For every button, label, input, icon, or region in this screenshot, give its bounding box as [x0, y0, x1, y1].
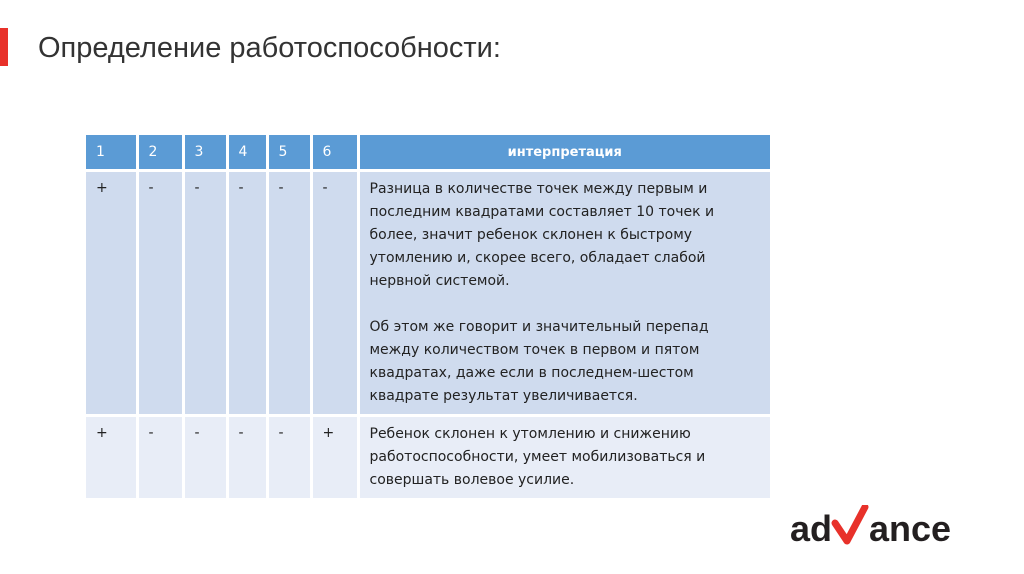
- column-header: 5: [267, 135, 311, 171]
- logo-text-end: ance: [869, 508, 952, 549]
- advance-logo: [790, 505, 990, 557]
- table-cell: -: [137, 416, 183, 500]
- column-header: 2: [137, 135, 183, 171]
- table-header-row: [86, 135, 770, 171]
- table-cell: -: [183, 416, 227, 500]
- table-row: [86, 171, 770, 416]
- table-cell: -: [267, 416, 311, 500]
- column-header: 1: [86, 135, 137, 171]
- interpretation-cell: [358, 416, 770, 500]
- column-header: 3: [183, 135, 227, 171]
- page-title: Определение работоспособности:: [38, 32, 501, 64]
- table-cell: -: [227, 416, 267, 500]
- interpretation-paragraph: Разница в количестве точек между первым и последним квадратами составляет 10 точек и более, значит ребенок склонен к быстрому утомлению и, скорее всего, обладает слабой нервной системой.: [369, 181, 715, 289]
- interpretation-header: интерпретация: [358, 135, 770, 171]
- table-cell: -: [183, 171, 227, 416]
- interpretation-paragraph: Ребенок склонен к утомлению и снижению работоспособности, умеет мобилизоваться и совершать волевое усилие.: [369, 426, 706, 488]
- column-header: 6: [311, 135, 358, 171]
- table-cell: -: [137, 171, 183, 416]
- table-cell: +: [86, 416, 137, 500]
- interpretation-table: [86, 135, 770, 501]
- table-cell: -: [311, 171, 358, 416]
- column-header: 4: [227, 135, 267, 171]
- interpretation-paragraph: Об этом же говорит и значительный перепад между количеством точек в первом и пятом квадратах, даже если в последнем-шестом квадрате результат увеличивается.: [369, 319, 709, 404]
- table-cell: -: [227, 171, 267, 416]
- table-row: [86, 416, 770, 500]
- table-cell: +: [311, 416, 358, 500]
- table-cell: -: [267, 171, 311, 416]
- interpretation-cell: [358, 171, 770, 416]
- logo-text-start: ad: [790, 508, 833, 549]
- logo-check-icon: [835, 507, 865, 541]
- title-accent-bar: [0, 28, 8, 66]
- table-cell: +: [86, 171, 137, 416]
